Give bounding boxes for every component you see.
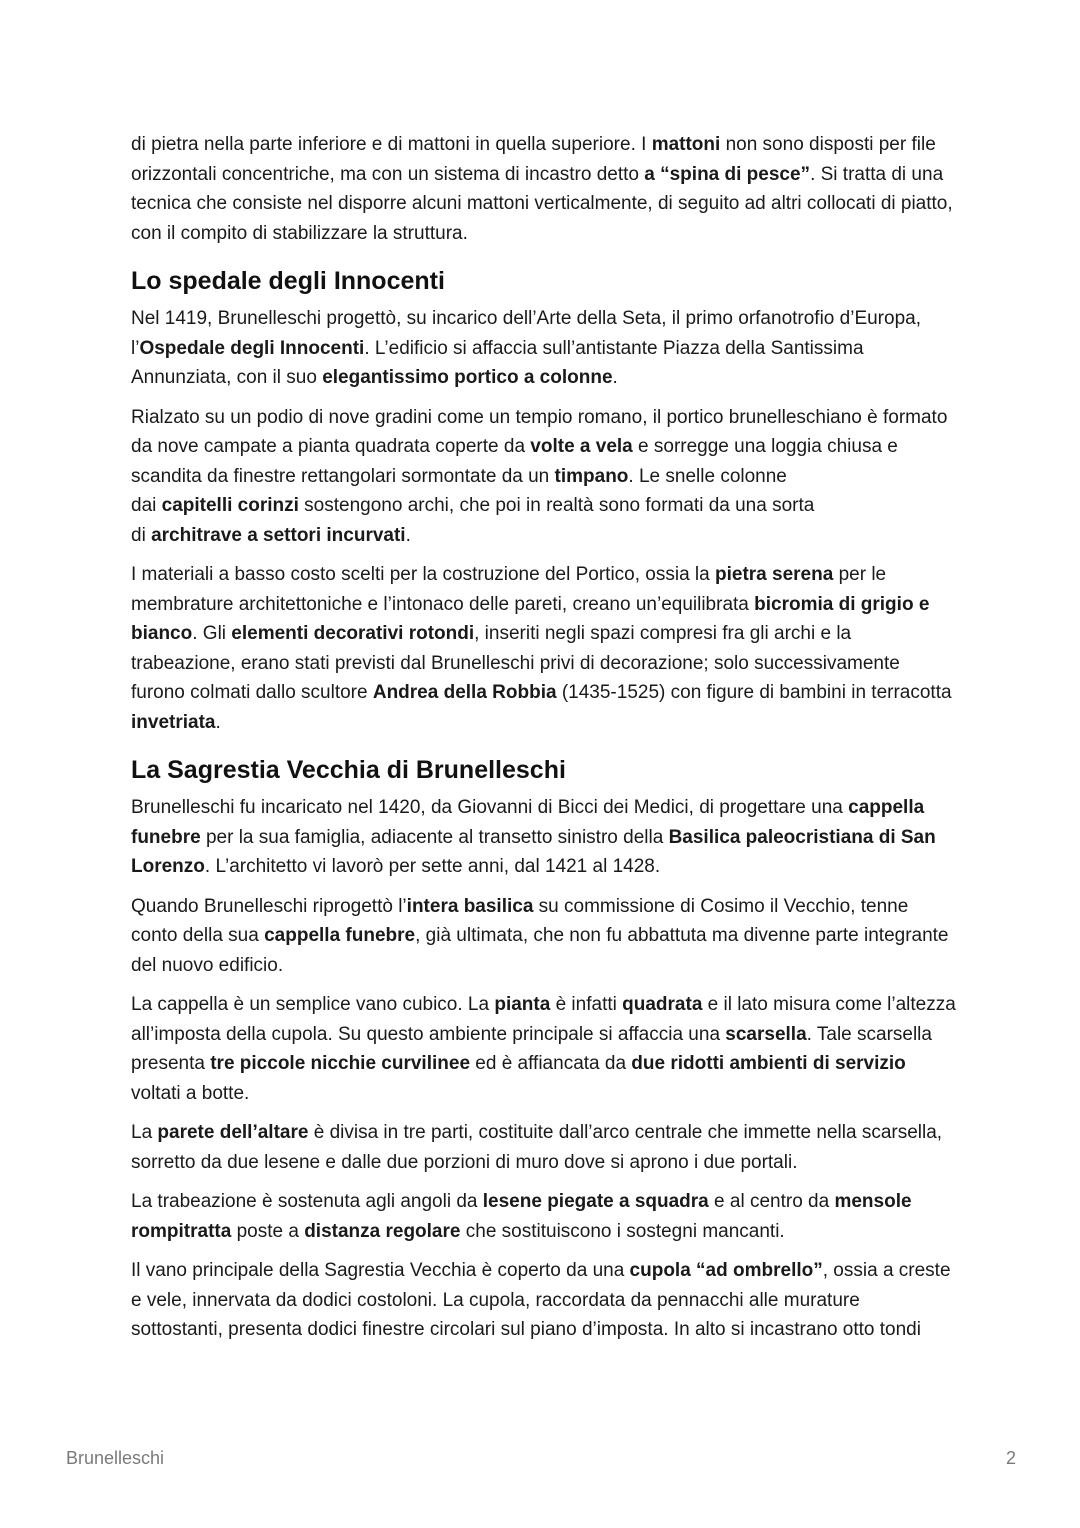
paragraph (131, 892, 956, 981)
text-run: , inseriti negli spazi compresi fra gli archi e la trabeazione, erano stati previsti dal Brunelleschi privi di decorazione; solo successivamente furono colmati dallo scultore (131, 623, 900, 703)
bold-text: intera basilica (406, 895, 534, 917)
text-run: sostengono archi, che poi in realtà sono formati da una sorta (298, 495, 815, 516)
section-heading: La Sagrestia Vecchia di Brunelleschi (131, 756, 566, 784)
bold-text: timpano (554, 465, 629, 487)
paragraph (131, 560, 956, 737)
page-number: 2 (1005, 1448, 1016, 1468)
bold-text: Basilica paleocristiana di San Lorenzo (131, 826, 936, 877)
text-run: . L’architetto vi lavorò per sette anni, dal 1421 al 1428. (204, 856, 661, 877)
text-run: Brunelleschi fu incaricato nel 1420, da Giovanni di Bicci dei Medici, di progettare una (131, 797, 849, 818)
paragraph (131, 990, 956, 1108)
bold-text: cupola “ad ombrello” (629, 1260, 823, 1281)
text-run: La cappella è un semplice vano cubico. La (131, 994, 495, 1015)
footer-title: Brunelleschi (66, 1448, 165, 1468)
bold-text: mensole rompitratta (131, 1191, 912, 1242)
text-run: , ossia a creste e vele, innervata da dodici costoloni. La cupola, raccordata da pennacchi alle murature sottostanti, presenta dodici finestre circolari sul piano d’imposta. In alto si incastrano otto tondi (131, 1260, 951, 1340)
text-run: di (131, 524, 152, 546)
bold-text: Ospedale degli Innocenti (139, 337, 365, 359)
paragraph (131, 304, 956, 393)
text-run: Quando Brunelleschi riprogettò l’ (131, 895, 407, 917)
bold-text: cappella funebre (264, 925, 416, 946)
paragraph (131, 1187, 956, 1246)
text-run: è divisa in tre parti, costituite dall’arco centrale che immette nella scarsella, sorretto da due lesene e dalle due porzioni di muro dove si aprono i due portali. (131, 1122, 943, 1173)
paragraph (131, 403, 956, 551)
bold-text: mattoni (651, 134, 721, 155)
text-run: per la sua famiglia, adiacente al transetto sinistro della (200, 826, 669, 848)
text-run: La (131, 1122, 158, 1143)
text-run: è infatti (550, 994, 623, 1015)
text-run: . (405, 524, 411, 546)
text-run: La trabeazione è sostenuta agli angoli da (131, 1191, 483, 1212)
text-run: dai (131, 495, 162, 516)
text-run: . Si tratta di una tecnica che consiste nel disporre alcuni mattoni verticalmente, di seguito ad altri collocati di piatto, con il compito di stabilizzare la struttura. (131, 163, 953, 244)
paragraph (131, 130, 956, 248)
text-run: . Tale scarsella presenta (131, 1023, 932, 1074)
bold-text: lesene piegate a squadra (482, 1191, 709, 1212)
bold-text: quadrata (622, 994, 703, 1015)
text-run: di pietra nella parte inferiore e di mattoni in quella superiore. I (131, 134, 652, 155)
bold-text: elegantissimo portico a colonne (322, 367, 613, 388)
text-run: e al centro da (708, 1191, 835, 1212)
text-run: e il lato misura come l’altezza all’imposta della cupola. Su questo ambiente principale si affaccia una (131, 994, 956, 1045)
paragraph (131, 1256, 956, 1345)
paragraph (131, 1118, 956, 1177)
text-run: e sorregge una loggia chiusa e scandita da finestre rettangolari sormontate da un (131, 436, 898, 487)
bold-text: a “spina di pesce” (644, 163, 811, 185)
text-run: . Le snelle colonne (628, 465, 787, 487)
text-run: per le membrature architettoniche e l’intonaco delle pareti, creano un’equilibrata (131, 564, 887, 615)
text-run: . (612, 367, 618, 388)
text-run: Il vano principale della Sagrestia Vecchia è coperto da una (131, 1260, 630, 1281)
section-heading: Lo spedale degli Innocenti (131, 267, 445, 295)
text-run: voltati a botte. (131, 1082, 250, 1104)
text-run: non sono disposti per file orizzontali concentriche, ma con un sistema di incastro detto (131, 134, 936, 185)
text-run: . Gli (192, 623, 232, 644)
bold-text: elementi decorativi rotondi (231, 623, 475, 644)
bold-text: architrave a settori incurvati (151, 524, 406, 546)
paragraph (131, 793, 956, 882)
bold-text: tre piccole nicchie curvilinee (210, 1053, 471, 1074)
text-run: poste a (231, 1220, 305, 1242)
bold-text: scarsella (725, 1023, 807, 1045)
text-run: . L’edificio si affaccia sull’antistante Piazza della Santissima Annunziata, con il suo (131, 337, 864, 388)
bold-text: due ridotti ambienti di servizio (631, 1053, 906, 1074)
text-run: su commissione di Cosimo il Vecchio, tenne conto della sua (131, 895, 909, 946)
document-body (131, 130, 956, 1355)
text-run: Rialzato su un podio di nove gradini come un tempio romano, il portico brunelleschiano è formato da nove campate a pianta quadrata coperte da (131, 406, 948, 457)
text-run: , già ultimata, che non fu abbattuta ma divenne parte integrante del nuovo edificio. (131, 925, 949, 976)
text-run: I materiali a basso costo scelti per la costruzione del Portico, ossia la (131, 564, 715, 585)
bold-text: invetriata (131, 711, 216, 733)
bold-text: capitelli corinzi (161, 495, 299, 516)
bold-text: Andrea della Robbia (372, 682, 557, 703)
bold-text: parete dell’altare (157, 1122, 309, 1143)
bold-text: bicromia di grigio e bianco (131, 593, 930, 644)
text-run: ed è affiancata da (470, 1053, 632, 1074)
bold-text: pietra serena (715, 564, 834, 585)
text-run: . (215, 711, 221, 733)
bold-text: cappella funebre (131, 797, 925, 848)
text-run: Nel 1419, Brunelleschi progettò, su incarico dell’Arte della Seta, il primo orfanotrofio d’Europa, l’ (131, 308, 921, 359)
text-run: (1435-1525) con figure di bambini in terracotta (556, 682, 952, 703)
bold-text: volte a vela (530, 436, 633, 457)
bold-text: pianta (494, 994, 551, 1015)
bold-text: distanza regolare (304, 1220, 461, 1242)
text-run: che sostituiscono i sostegni mancanti. (460, 1220, 785, 1242)
